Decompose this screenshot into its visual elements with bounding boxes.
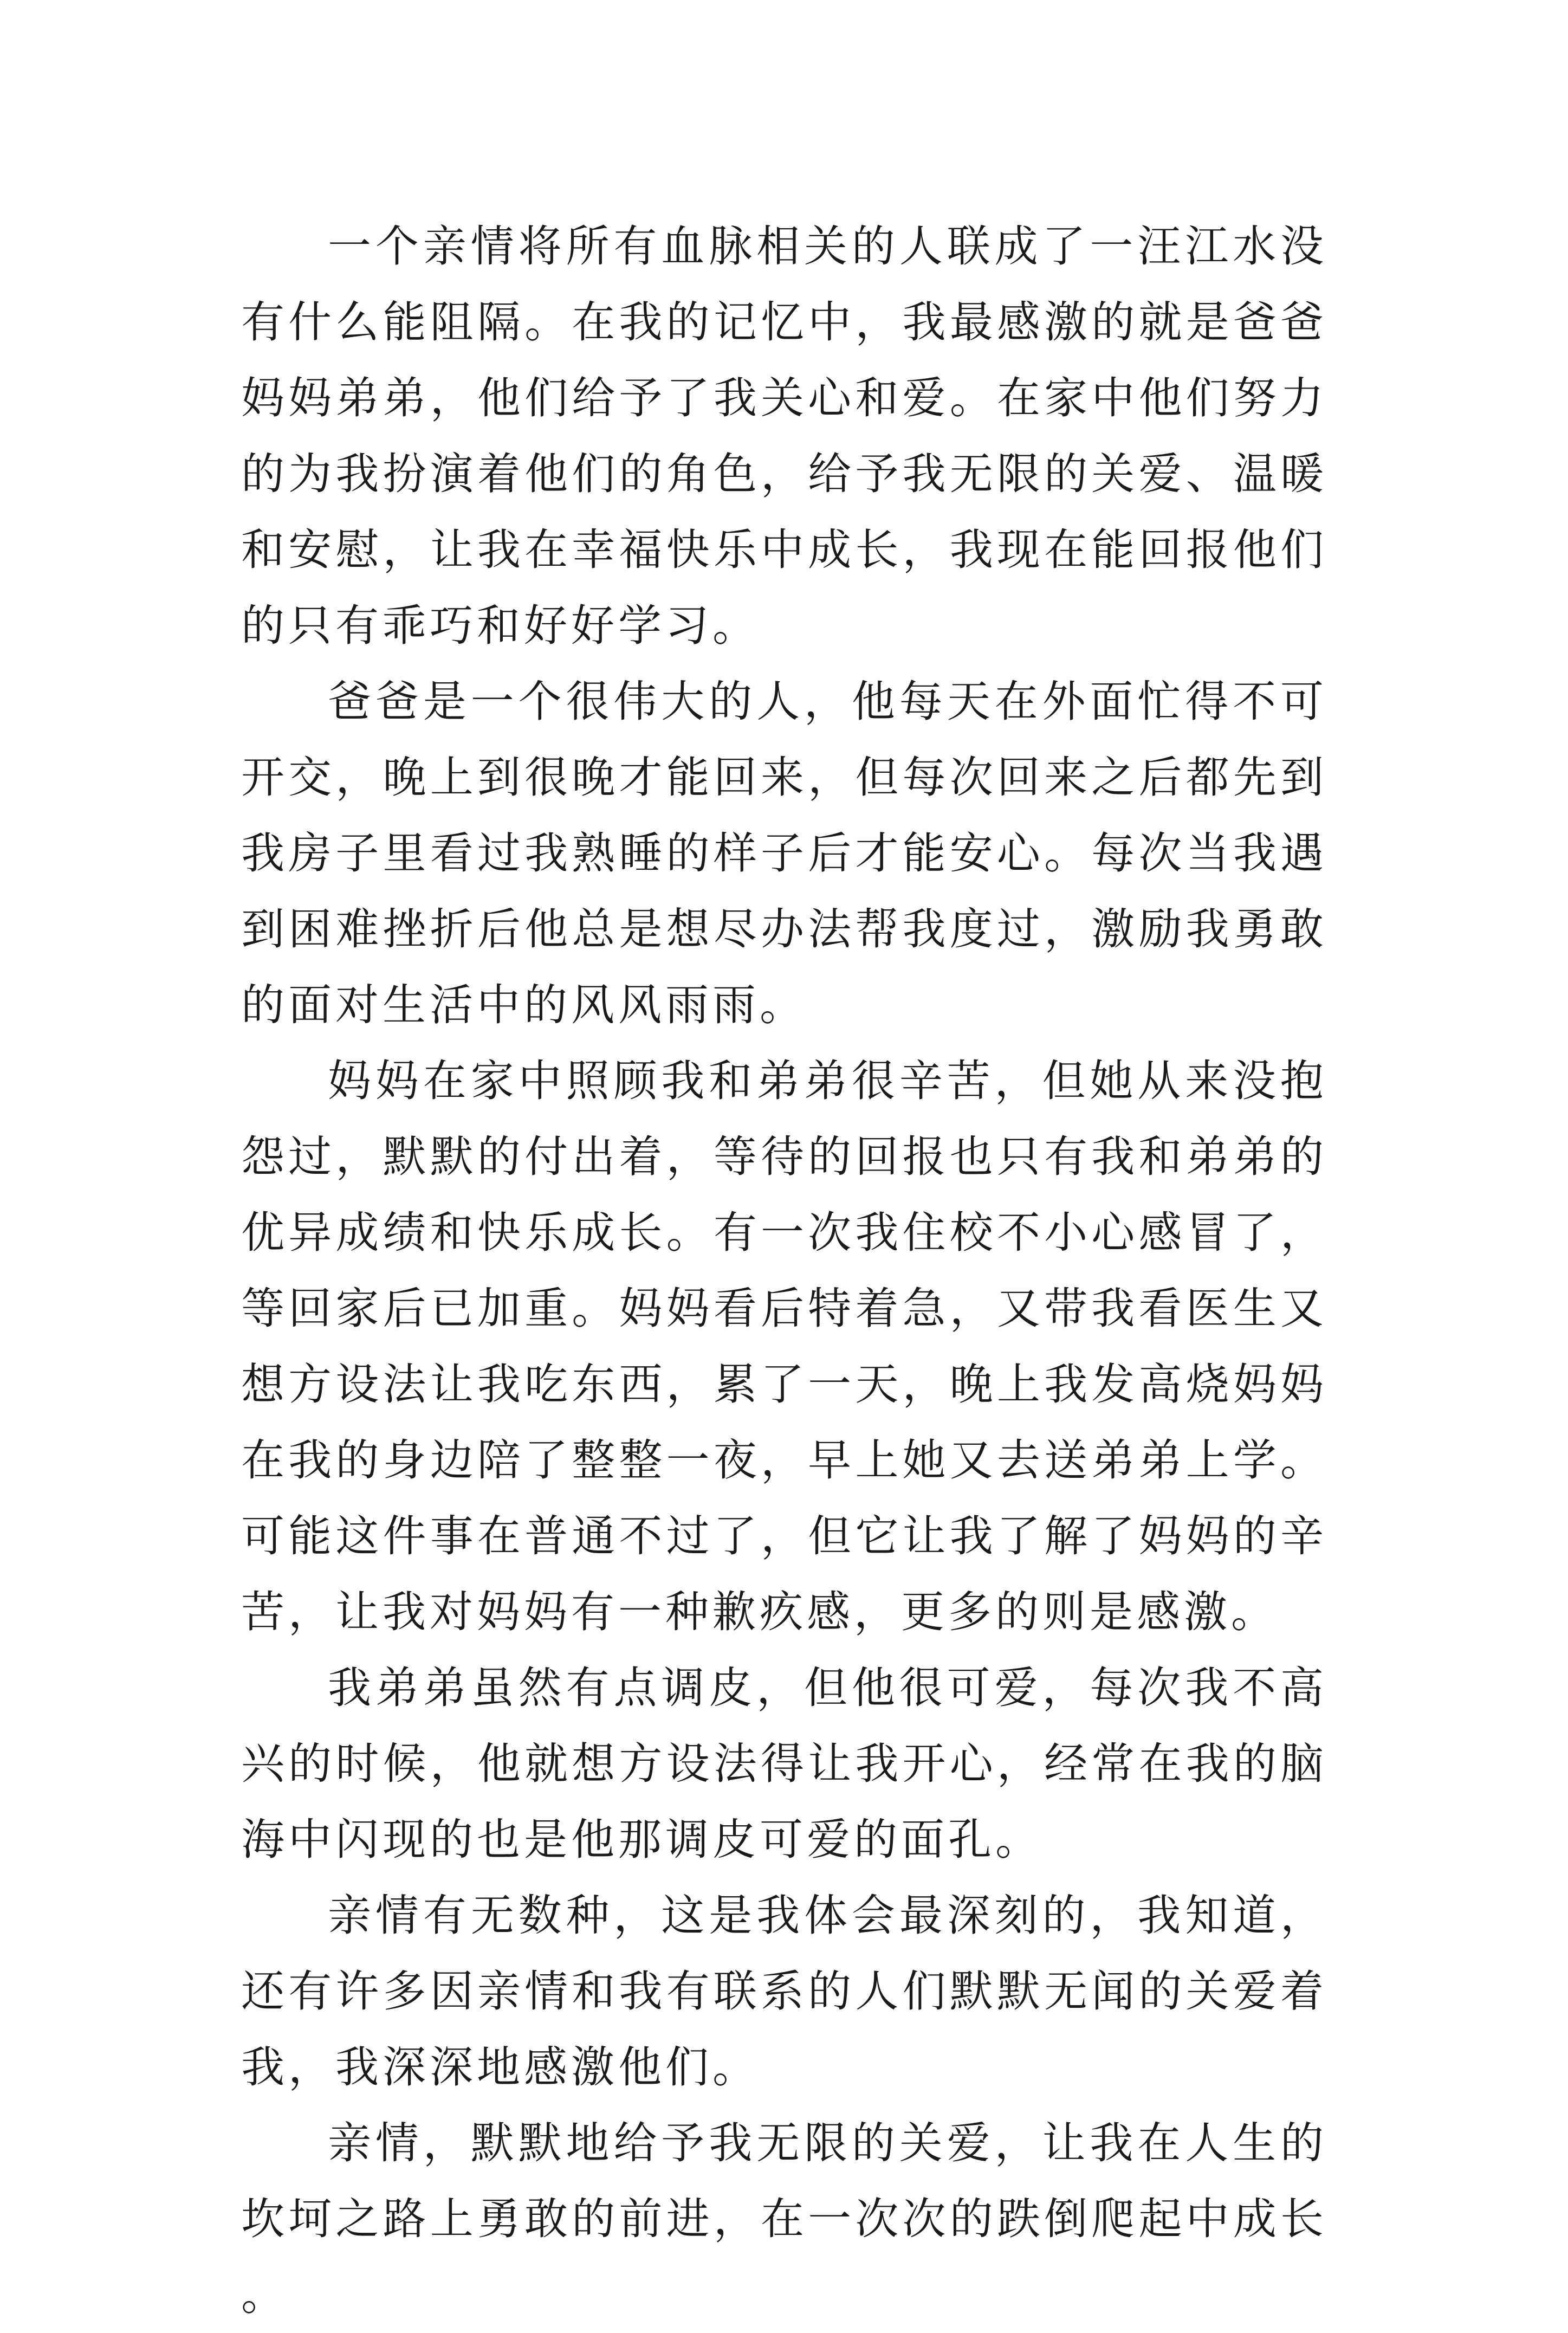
paragraph-2: 爸爸是一个很伟大的人，他每天在外面忙得不可开交，晚上到很晚才能回来，但每次回来之后都先到我房子里看过我熟睡的样子后才能安心。每次当我遇到困难挫折后他总是想尽办法帮我度过，激励我勇敢的面对生活中的风风雨雨。 — [241, 676, 1327, 1030]
paragraph-4: 我弟弟虽然有点调皮，但他很可爱，每次我不高兴的时候，他就想方设法得让我开心，经常在我的脑海中闪现的也是他那调皮可爱的面孔。 — [241, 1663, 1327, 1865]
paragraph-5: 亲情有无数种，这是我体会最深刻的，我知道，还有许多因亲情和我有联系的人们默默无闻的关爱着我，我深深地感激他们。 — [241, 1890, 1327, 2092]
paragraph-6: 亲情，默默地给予我无限的关爱，让我在人生的坎坷之路上勇敢的前进，在一次次的跌倒爬起中成长。 — [241, 2118, 1327, 2320]
paragraph-1: 一个亲情将所有血脉相关的人联成了一汪江水没有什么能阻隔。在我的记忆中，我最感激的就是爸爸妈妈弟弟，他们给予了我关心和爱。在家中他们努力的为我扮演着他们的角色，给予我无限的关爱、温暖和安慰，让我在幸福快乐中成长，我现在能回报他们的只有乖巧和好好学习。 — [241, 221, 1327, 651]
document-body — [241, 209, 1327, 2333]
paragraph-3: 妈妈在家中照顾我和弟弟很辛苦，但她从来没抱怨过，默默的付出着，等待的回报也只有我和弟弟的优异成绩和快乐成长。有一次我住校不小心感冒了，等回家后已加重。妈妈看后特着急，又带我看医生又想方设法让我吃东西，累了一天，晚上我发高烧妈妈在我的身边陪了整整一夜，早上她又去送弟弟上学。可能这件事在普通不过了，但它让我了解了妈妈的辛苦，让我对妈妈有一种歉疚感，更多的则是感激。 — [241, 1056, 1327, 1637]
